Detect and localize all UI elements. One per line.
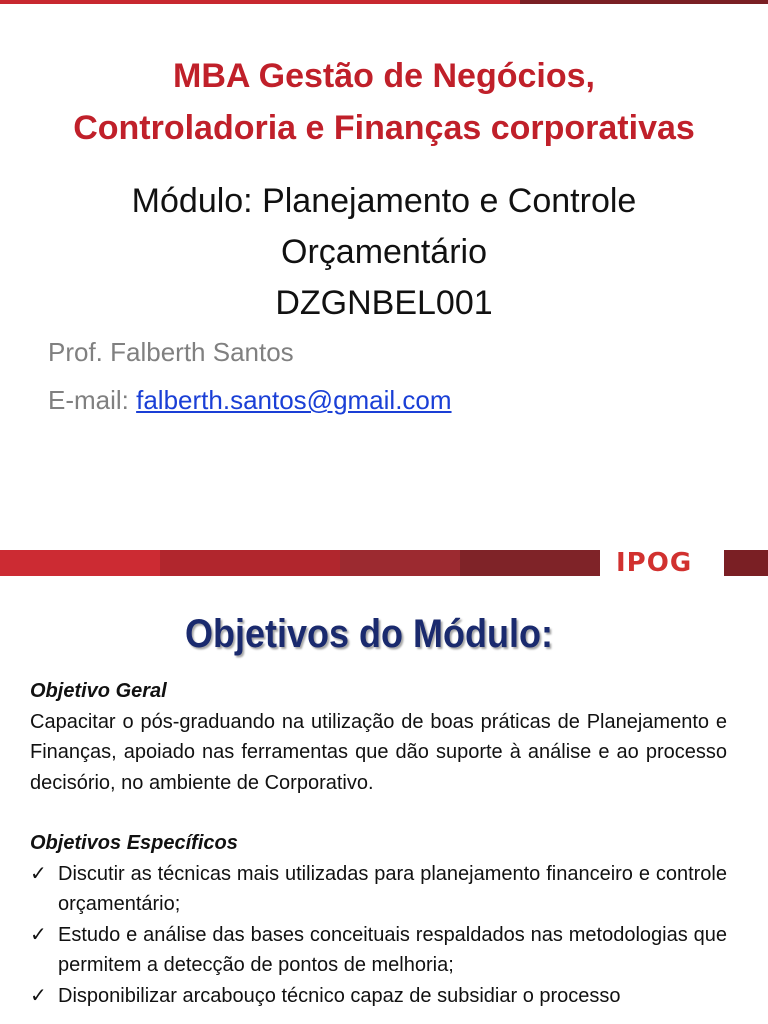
general-objective-text: Capacitar o pós-graduando na utilização de boas práticas de Planejamento e Finanças, apoiado nas ferramentas que dão suporte à análise e ao processo decisório, no ambiente de Corporativo. (30, 710, 727, 794)
specific-objectives-heading: Objetivos Específicos (30, 832, 238, 854)
list-item-text: Disponibilizar arcabouço técnico capaz de subsidiar o processo (58, 984, 621, 1007)
email-label: E-mail: (48, 385, 137, 415)
list-item (30, 920, 727, 981)
check-icon: ✓ (30, 984, 47, 1007)
list-item (30, 981, 727, 1012)
objectives-title: Objetivos do Módulo: (185, 612, 553, 656)
list-item-text: Estudo e análise das bases conceituais respaldados nas metodologias que permitem a detecção de pontos de melhoria; (58, 923, 727, 976)
list-item (30, 859, 727, 920)
course-title-line-2: Controladoria e Finanças corporativas (73, 109, 695, 147)
check-icon: ✓ (30, 923, 47, 946)
specific-objectives-list (30, 859, 727, 1012)
objectives-content (30, 676, 727, 1011)
course-title (0, 50, 768, 154)
general-objective-heading: Objetivo Geral (30, 680, 167, 702)
module-line-1: Módulo: Planejamento e Controle (131, 182, 637, 220)
ipog-logo: IPOG (616, 548, 693, 578)
objectives-slide (0, 582, 768, 1024)
list-item-text: Discutir as técnicas mais utilizadas para planejamento financeiro e controle orçamentário; (58, 862, 727, 915)
module-line-2: Orçamentário (281, 233, 487, 271)
module-title (0, 176, 768, 329)
email-row (48, 382, 452, 418)
top-accent-bar (0, 0, 768, 4)
check-icon: ✓ (30, 862, 47, 885)
email-link[interactable]: falberth.santos@gmail.com (136, 385, 452, 415)
course-title-line-1: MBA Gestão de Negócios, (173, 57, 595, 95)
module-code: DZGNBEL001 (275, 284, 493, 322)
professor-name: Prof. Falberth Santos (48, 337, 294, 367)
